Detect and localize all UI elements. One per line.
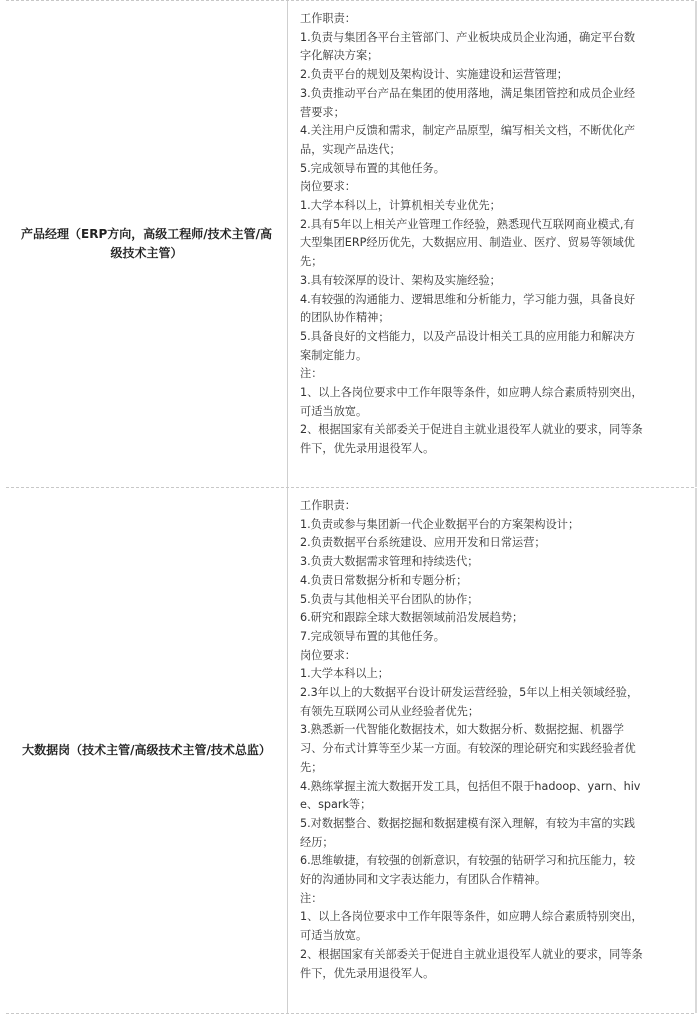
job-title (14, 225, 279, 263)
job-title-line: 产品经理（ERP方向，高级工程师/技术主管/高 (21, 227, 272, 241)
description-line: 5.具备良好的文档能力，以及产品设计相关工具的应用能力和解决方 (300, 329, 636, 343)
description-line: 岗位要求： (300, 648, 356, 662)
description-line: 1.负责或参与集团新一代企业数据平台的方案架构设计； (300, 517, 580, 531)
description-line: 1、以上各岗位要求中工作年限等条件，如应聘人综合素质特别突出， (300, 386, 643, 400)
description-line: 6.思维敏捷，有较强的创新意识，有较强的钻研学习和抗压能力，较 (300, 854, 636, 868)
description-line: 工作职责： (300, 499, 356, 512)
description-line: 可适当放宽。 (300, 929, 368, 943)
job-title (14, 741, 279, 760)
description-line: 案制定能力。 (300, 348, 368, 362)
description-line: 4.有较强的沟通能力、逻辑思维和分析能力，学习能力强，具备良好 (300, 292, 636, 306)
description-line: 件下，优先录用退役军人。 (300, 966, 435, 980)
job-title-line: 级技术主管） (110, 246, 183, 260)
description-line: 品，实现产品迭代； (300, 142, 401, 156)
description-line: 3.负责大数据需求管理和持续迭代； (300, 555, 479, 569)
description-line: 7.完成领导布置的其他任务。 (300, 629, 445, 643)
description-line: 有领先互联网公司从业经验者优先； (300, 704, 480, 718)
description-line: 注： (300, 367, 323, 381)
description-line: 先； (300, 760, 323, 774)
job-table (6, 0, 694, 1014)
description-line: 2.负责数据平台系统建设、应用开发和日常运营； (300, 536, 546, 550)
description-line: 件下，优先录用退役军人。 (300, 442, 435, 456)
row-edge-bar (695, 1, 697, 487)
description-line: 1.负责与集团各平台主管部门、产业板块成员企业沟通，确定平台数 (300, 30, 636, 44)
description-line: 4.关注用户反馈和需求，制定产品原型，编写相关文档，不断优化产 (300, 124, 636, 138)
description-line: 2、根据国家有关部委关于促进自主就业退役军人就业的要求，同等条 (300, 947, 643, 961)
description-line: 5.对数据整合、数据挖掘和数据建模有深入理解，有较为丰富的实践 (300, 816, 636, 830)
description-line: 习、分布式计算等至少某一方面。有较深的理论研究和实践经验者优 (300, 742, 636, 756)
description-line: e、spark等； (300, 798, 372, 812)
description-line: 注： (300, 891, 323, 905)
job-title-cell (6, 488, 288, 1013)
description-line: 2.负责平台的规划及架构设计、实施建设和运营管理； (300, 68, 568, 82)
description-line: 3.具有较深厚的设计、架构及实施经验； (300, 273, 501, 287)
description-line: 5.完成领导布置的其他任务。 (300, 161, 445, 175)
description-line: 营要求； (300, 105, 345, 119)
description-line: 3.熟悉新一代智能化数据技术，如大数据分析、数据挖掘、机器学 (300, 723, 624, 737)
description-line: 1.大学本科以上，计算机相关专业优先； (300, 199, 501, 213)
job-title-cell (6, 1, 288, 487)
description-line: 5.负责与其他相关平台团队的协作； (300, 592, 479, 606)
description-line: 工作职责： (300, 12, 356, 25)
description-line: 1.大学本科以上； (300, 667, 389, 681)
description-line: 4.熟练掌握主流大数据开发工具，包括但不限于hadoop、yarn、hiv (300, 779, 641, 793)
job-row-big-data (6, 487, 694, 1014)
description-line: 的团队协作精神； (300, 311, 390, 325)
description-line: 2.具有5年以上相关产业管理工作经验，熟悉现代互联网商业模式,有 (300, 217, 635, 231)
job-title-line: 大数据岗（技术主管/高级技术主管/技术总监） (22, 743, 271, 757)
description-line: 2、根据国家有关部委关于促进自主就业退役军人就业的要求，同等条 (300, 423, 643, 437)
description-line: 2.3年以上的大数据平台设计研发运营经验，5年以上相关领域经验， (300, 686, 639, 700)
job-description-cell (288, 488, 694, 1013)
description-line: 大型集团ERP经历优先，大数据应用、制造业、医疗、贸易等领域优 (300, 236, 635, 250)
description-line: 6.研究和跟踪全球大数据领域前沿发展趋势； (300, 611, 524, 625)
description-line: 岗位要求： (300, 180, 356, 194)
description-line: 3.负责推动平台产品在集团的使用落地，满足集团管控和成员企业经 (300, 86, 636, 100)
description-line: 好的沟通协同和文字表达能力，有团队合作精神。 (300, 873, 547, 887)
description-line: 可适当放宽。 (300, 404, 368, 418)
description-line: 4.负责日常数据分析和专题分析； (300, 573, 468, 587)
description-line: 1、以上各岗位要求中工作年限等条件，如应聘人综合素质特别突出， (300, 910, 643, 924)
description-line: 经历； (300, 835, 334, 849)
row-edge-bar (695, 488, 697, 1013)
job-row-product-manager (6, 0, 694, 487)
job-description-cell (288, 1, 694, 487)
description-line: 先； (300, 255, 323, 269)
description-line: 字化解决方案； (300, 49, 379, 63)
